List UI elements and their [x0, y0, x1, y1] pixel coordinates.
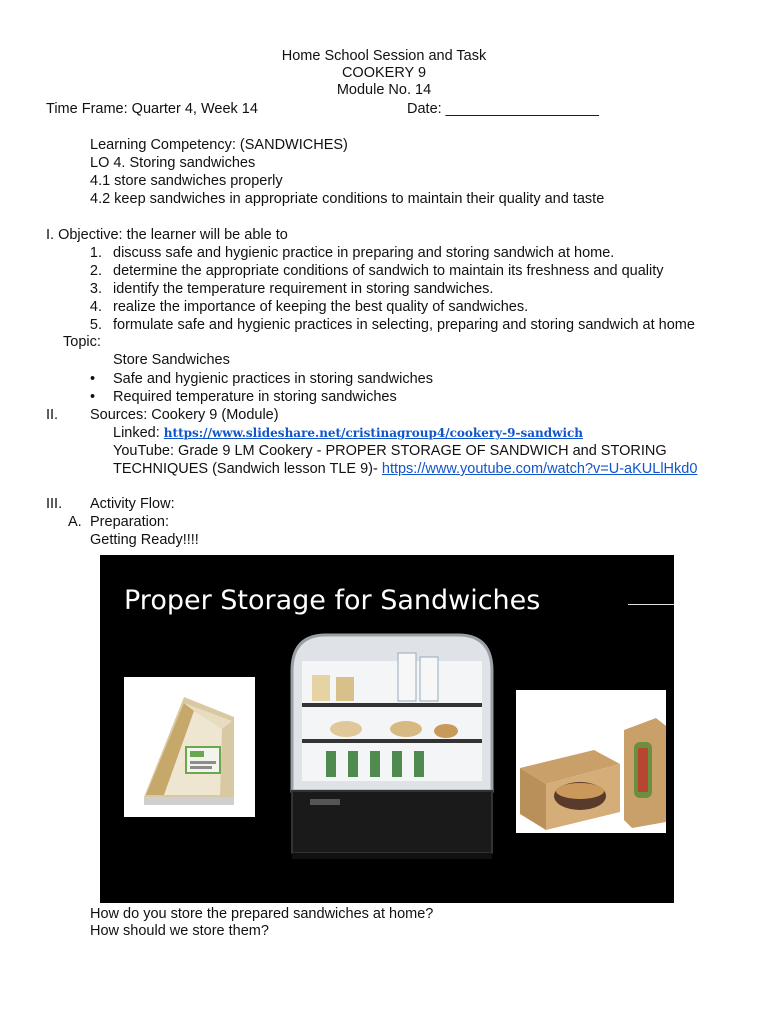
topic-heading: Topic:: [63, 334, 101, 350]
bullet-icon: •: [90, 371, 96, 387]
slideshare-link[interactable]: https://www.slideshare.net/cristinagroup4/cookery-9-sandwich: [163, 426, 584, 440]
youtube-text: TECHNIQUES (Sandwich lesson TLE 9)-: [113, 461, 382, 477]
competency-item: 4.1 store sandwiches properly: [90, 173, 283, 189]
objective-number: 4.: [89, 299, 102, 315]
competency-heading: Learning Competency: (SANDWICHES): [90, 137, 348, 153]
sources-number: II.: [46, 407, 59, 423]
objective-number: 3.: [89, 281, 102, 297]
linked-row: [113, 425, 583, 442]
competency-item: 4.2 keep sandwiches in appropriate conditions to maintain their quality and taste: [90, 191, 605, 207]
module-number: Module No. 14: [336, 82, 432, 98]
question: How should we store them?: [90, 923, 269, 939]
slide-title: Proper Storage for Sandwiches: [124, 585, 541, 616]
document-title: Home School Session and Task: [281, 48, 487, 64]
activity-heading: Activity Flow:: [90, 496, 175, 512]
sources-heading: Sources: Cookery 9 (Module): [90, 407, 279, 423]
objective-text: discuss safe and hygienic practice in preparing and storing sandwich at home.: [113, 245, 615, 261]
objective-text: formulate safe and hygienic practices in selecting, preparing and storing sandwich at home: [113, 317, 695, 333]
bullet-icon: •: [90, 389, 96, 405]
slide-divider: [628, 604, 674, 605]
youtube-line: YouTube: Grade 9 LM Cookery - PROPER STORAGE OF SANDWICH and STORING: [113, 443, 667, 459]
preparation-heading: Preparation:: [90, 514, 169, 530]
activity-number: III.: [46, 496, 63, 512]
time-frame: Time Frame: Quarter 4, Week 14: [46, 101, 258, 117]
subject-title: COOKERY 9: [341, 65, 427, 81]
objective-text: realize the importance of keeping the best quality of sandwiches.: [113, 299, 529, 315]
topic-title: Store Sandwiches: [113, 352, 230, 368]
topic-bullet-text: Required temperature in storing sandwiches: [113, 389, 397, 405]
storage-slide-image: [100, 555, 674, 903]
linked-label: Linked:: [113, 425, 160, 441]
kraft-box-photo: [516, 690, 666, 833]
getting-ready: Getting Ready!!!!: [90, 532, 199, 548]
objective-text: identify the temperature requirement in storing sandwiches.: [113, 281, 494, 297]
learning-outcome: LO 4. Storing sandwiches: [90, 155, 256, 171]
youtube-line-2: [113, 461, 697, 478]
youtube-link[interactable]: https://www.youtube.com/watch?v=U-aKULlHkd0: [381, 461, 698, 477]
wrapped-sandwich-icon: [124, 677, 255, 817]
topic-bullet-text: Safe and hygienic practices in storing sandwiches: [113, 371, 433, 387]
preparation-letter: A.: [68, 514, 82, 530]
objective-text: determine the appropriate conditions of sandwich to maintain its freshness and quality: [113, 263, 664, 279]
objective-number: 2.: [89, 263, 102, 279]
question: How do you store the prepared sandwiches at home?: [90, 906, 434, 922]
objective-number: 5.: [89, 317, 102, 333]
display-fridge-photo: [286, 631, 498, 866]
objective-heading: I. Objective: the learner will be able to: [46, 227, 288, 243]
objective-number: 1.: [89, 245, 102, 261]
kraft-box-icon: [516, 690, 666, 833]
wrapped-sandwich-photo: [124, 677, 255, 817]
date-field: Date: ___________________: [407, 101, 599, 117]
display-fridge-icon: [286, 631, 498, 866]
